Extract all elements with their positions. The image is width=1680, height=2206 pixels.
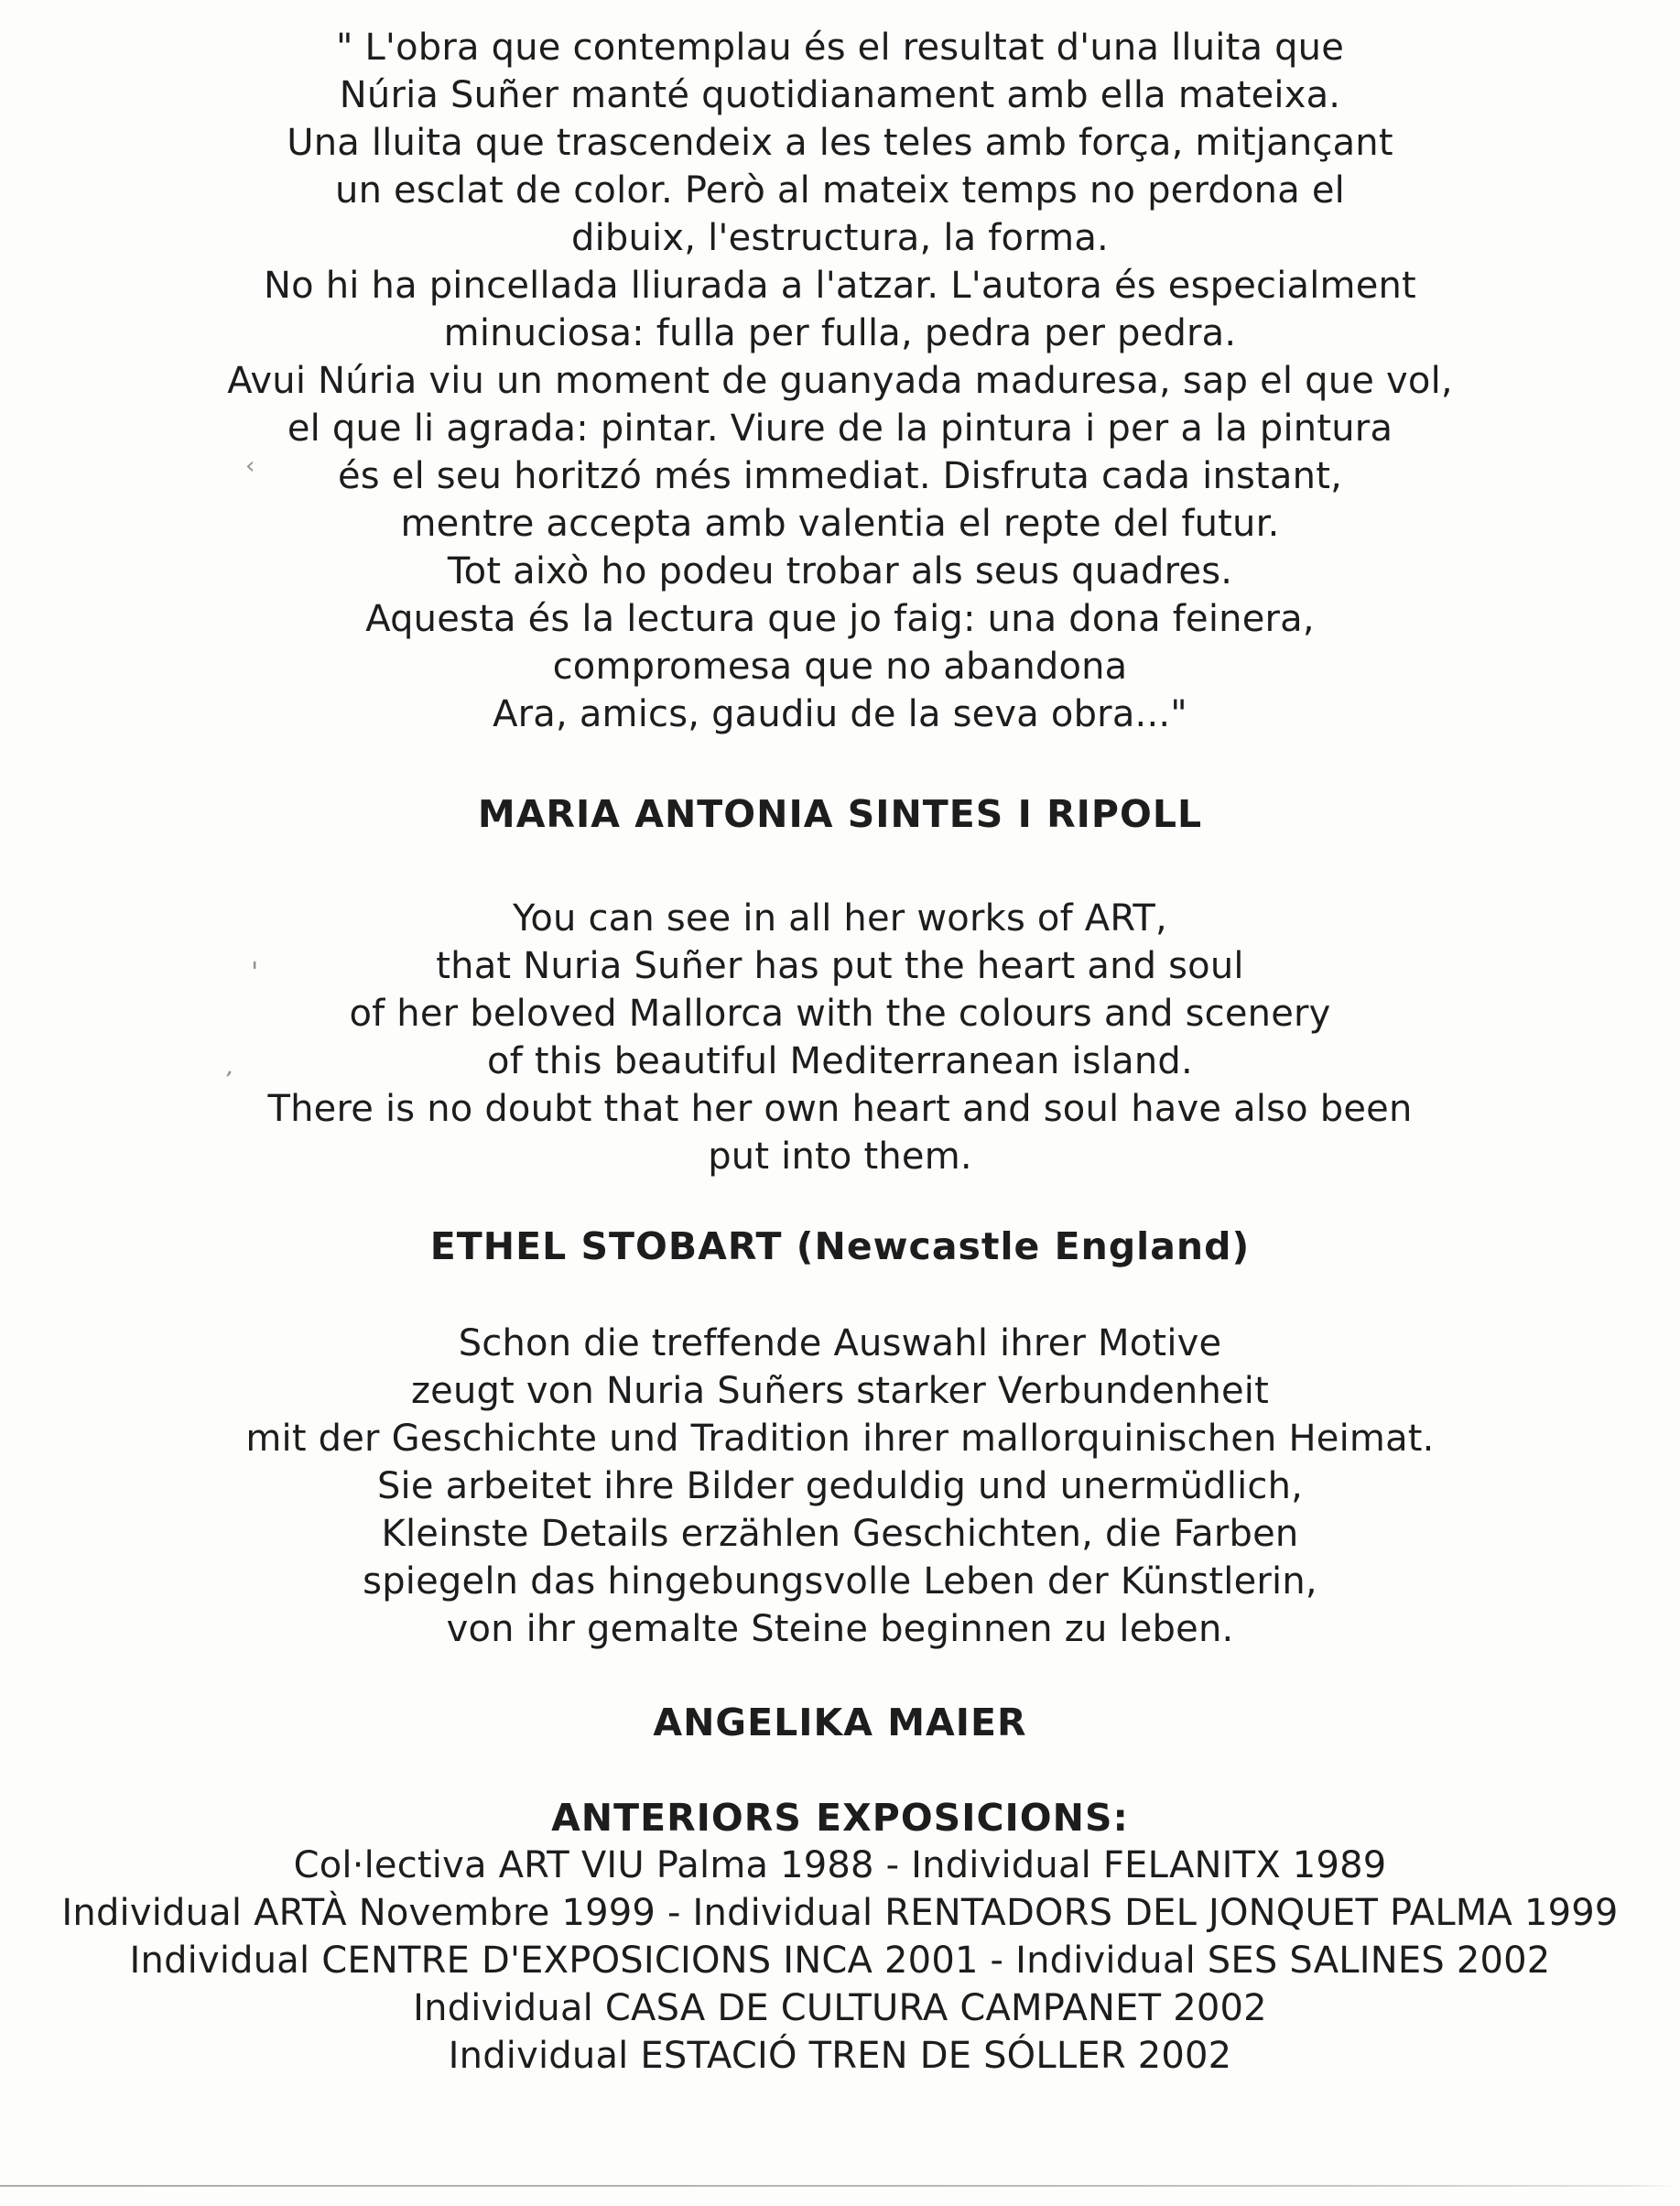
quote-line: von ihr gemalte Steine beginnen zu leben.	[446, 1608, 1234, 1650]
exhibition-line: Individual CENTRE D'EXPOSICIONS INCA 2001 - Individual SES SALINES 2002	[129, 1940, 1551, 1982]
scan-speck: ,	[223, 1052, 238, 1081]
quote-line: mentre accepta amb valentia el repte del futur.	[400, 503, 1280, 545]
quote-line: You can see in all her works of ART,	[513, 897, 1167, 940]
quote-line: minuciosa: fulla per fulla, pedra per pedra.	[443, 312, 1237, 354]
exhibition-line: Individual ARTÀ Novembre 1999 - Individual RENTADORS DEL JONQUET PALMA 1999	[61, 1892, 1619, 1934]
quote-line: of her beloved Mallorca with the colours and scenery	[349, 993, 1331, 1035]
page-content	[0, 24, 1680, 2080]
scan-edge-line	[0, 2185, 1680, 2187]
exhibitions-heading: ANTERIORS EXPOSICIONS:	[551, 1796, 1129, 1840]
quote-line: dibuix, l'estructura, la forma.	[571, 217, 1109, 259]
quote-line: mit der Geschichte und Tradition ihrer mallorquinischen Heimat.	[245, 1418, 1435, 1460]
quote-line: Kleinste Details erzählen Geschichten, die Farben	[381, 1513, 1299, 1555]
quote-line: There is no doubt that her own heart and soul have also been	[267, 1088, 1413, 1130]
quote-line: un esclat de color. Però al mateix temps no perdona el	[335, 169, 1345, 212]
quote-line: zeugt von Nuria Suñers starker Verbundenheit	[410, 1370, 1270, 1412]
quote-line: Schon die treffende Auswahl ihrer Motive	[458, 1322, 1222, 1364]
exhibition-line: Col·lectiva ART VIU Palma 1988 - Individual FELANITX 1989	[293, 1844, 1387, 1886]
catalan-quote-block	[0, 24, 1680, 738]
quote-line: el que li agrada: pintar. Viure de la pintura i per a la pintura	[287, 408, 1393, 450]
quote-line: Avui Núria viu un moment de guanyada maduresa, sap el que vol,	[227, 360, 1453, 402]
quote-line: Núria Suñer manté quotidianament amb ella mateixa.	[339, 74, 1341, 116]
author-name-maria-antonia: MARIA ANTONIA SINTES I RIPOLL	[477, 792, 1203, 836]
author-name-ethel-stobart: ETHEL STOBART (Newcastle England)	[429, 1224, 1251, 1268]
quote-line: Ara, amics, gaudiu de la seva obra..."	[493, 693, 1187, 735]
quote-line: of this beautiful Mediterranean island.	[487, 1040, 1193, 1082]
author-name-angelika-maier: ANGELIKA MAIER	[653, 1701, 1027, 1744]
scan-speck: ‹	[245, 452, 255, 480]
quote-line: No hi ha pincellada lliurada a l'atzar. L'autora és especialment	[264, 265, 1416, 307]
quote-line: " L'obra que contemplau és el resultat d'una lluita que	[335, 27, 1345, 69]
quote-line: Aquesta és la lectura que jo faig: una dona feinera,	[365, 598, 1315, 640]
german-quote-block	[0, 1320, 1680, 1653]
quote-line: és el seu horitzó més immediat. Disfruta cada instant,	[338, 455, 1342, 497]
quote-line: Una lluita que trascendeix a les teles amb força, mitjançant	[287, 122, 1393, 164]
quote-line: spiegeln das hingebungsvolle Leben der Künstlerin,	[363, 1560, 1317, 1603]
quote-line: compromesa que no abandona	[552, 646, 1128, 688]
quote-line: Tot això ho podeu trobar als seus quadres.	[447, 550, 1233, 592]
exhibition-line: Individual CASA DE CULTURA CAMPANET 2002	[413, 1987, 1267, 2029]
scan-speck: '	[251, 957, 259, 989]
quote-line: that Nuria Suñer has put the heart and soul	[436, 945, 1244, 987]
english-quote-block	[0, 895, 1680, 1180]
exhibitions-list	[0, 1842, 1680, 2080]
exhibition-line: Individual ESTACIÓ TREN DE SÓLLER 2002	[448, 2035, 1232, 2077]
quote-line: put into them.	[708, 1136, 972, 1178]
quote-line: Sie arbeitet ihre Bilder geduldig und unermüdlich,	[376, 1465, 1304, 1507]
